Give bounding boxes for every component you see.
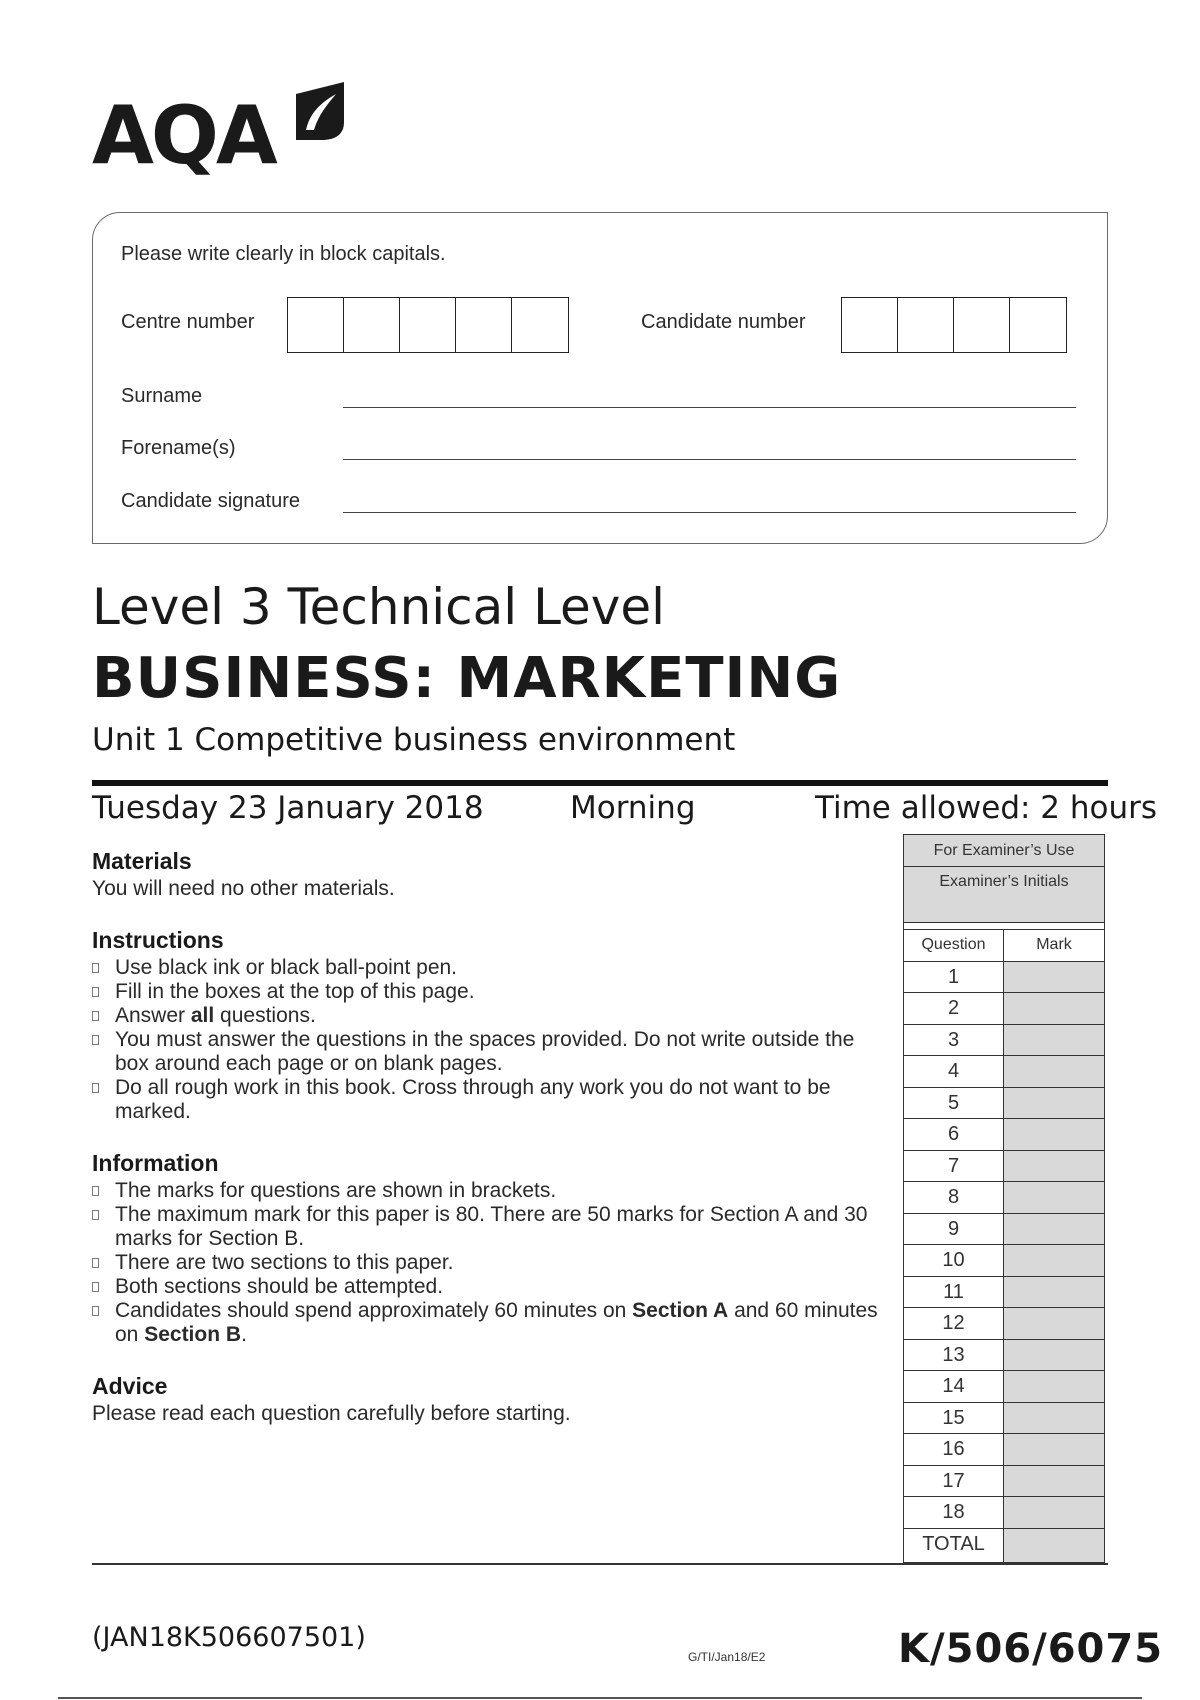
qualification-level: Level 3 Technical Level (92, 578, 666, 636)
bullet-icon (92, 1083, 99, 1093)
question-number: 7 (904, 1151, 1004, 1182)
table-row (904, 1119, 1104, 1151)
candidate-number-box[interactable] (954, 298, 1010, 352)
table-row (904, 1497, 1104, 1529)
rubric-column (92, 848, 892, 1426)
table-row (904, 1214, 1104, 1246)
information-list (92, 1179, 892, 1347)
list-item: Answer all questions. (92, 1004, 892, 1028)
question-number: 5 (904, 1088, 1004, 1119)
aqa-logo (92, 82, 352, 182)
forenames-label: Forename(s) (121, 437, 236, 459)
logo-text: AQA (92, 89, 275, 182)
bullet-icon (92, 1210, 99, 1220)
bullet-icon (92, 1011, 99, 1021)
bullet-icon (92, 963, 99, 973)
surname-label: Surname (121, 385, 203, 407)
candidate-number-box[interactable] (1010, 298, 1066, 352)
bullet-icon (92, 1186, 99, 1196)
document-code: (JAN18K506607501) (92, 1622, 366, 1653)
table-row (904, 1340, 1104, 1372)
mark-cell[interactable] (1004, 993, 1104, 1024)
instructions-heading: Instructions (92, 927, 224, 953)
exam-date: Tuesday 23 January 2018 (92, 790, 484, 826)
centre-number-label: Centre number (121, 311, 255, 333)
bullet-icon (92, 1258, 99, 1268)
table-row (904, 993, 1104, 1025)
question-number: 18 (904, 1497, 1004, 1528)
question-number: 16 (904, 1434, 1004, 1465)
question-number: 15 (904, 1403, 1004, 1434)
surname-line[interactable] (343, 407, 1076, 408)
question-number: 8 (904, 1182, 1004, 1213)
page-bottom-rule (58, 1697, 1142, 1699)
advice-heading: Advice (92, 1373, 168, 1399)
table-row (904, 1434, 1104, 1466)
bullet-icon (92, 1306, 99, 1316)
question-number: 14 (904, 1371, 1004, 1402)
table-row (904, 1088, 1104, 1120)
centre-number-box[interactable] (344, 298, 400, 352)
mark-cell[interactable] (1004, 1119, 1104, 1150)
table-row (904, 1151, 1104, 1183)
list-item: There are two sections to this paper. (92, 1251, 892, 1275)
centre-number-box[interactable] (512, 298, 568, 352)
list-item: Do all rough work in this book. Cross through any work you do not want to be marked. (92, 1076, 892, 1124)
mark-cell[interactable] (1004, 1403, 1104, 1434)
list-item: The maximum mark for this paper is 80. There are 50 marks for Section A and 30 marks for Section B. (92, 1203, 892, 1251)
bullet-icon (92, 987, 99, 997)
mark-cell[interactable] (1004, 1277, 1104, 1308)
materials-heading: Materials (92, 848, 192, 874)
table-row (904, 1277, 1104, 1309)
bullet-icon (92, 1282, 99, 1292)
list-item: You must answer the questions in the spaces provided. Do not write outside the box around each page or on blank pages. (92, 1028, 892, 1076)
list-item: Both sections should be attempted. (92, 1275, 892, 1299)
mark-cell[interactable] (1004, 1182, 1104, 1213)
table-row (904, 1056, 1104, 1088)
mark-cell[interactable] (1004, 1056, 1104, 1087)
candidate-number-box[interactable] (898, 298, 954, 352)
question-number: 2 (904, 993, 1004, 1024)
footer-divider (92, 1563, 1108, 1565)
block-capitals-instruction: Please write clearly in block capitals. (121, 243, 446, 265)
question-number: 1 (904, 962, 1004, 993)
centre-number-boxes[interactable] (287, 297, 569, 353)
table-row (904, 1182, 1104, 1214)
unit-title: Unit 1 Competitive business environment (92, 722, 736, 758)
table-row-total (904, 1529, 1104, 1562)
exam-session: Morning (570, 790, 696, 826)
table-column-headers (904, 930, 1104, 962)
table-row (904, 1403, 1104, 1435)
list-item: Fill in the boxes at the top of this page. (92, 980, 892, 1004)
table-row (904, 1025, 1104, 1057)
question-number: 13 (904, 1340, 1004, 1371)
table-row (904, 962, 1104, 994)
subject-title: BUSINESS: MARKETING (92, 646, 842, 711)
centre-number-box[interactable] (288, 298, 344, 352)
mark-cell[interactable] (1004, 1088, 1104, 1119)
instructions-list (92, 956, 892, 1124)
centre-number-box[interactable] (400, 298, 456, 352)
mark-cell[interactable] (1004, 1151, 1104, 1182)
candidate-number-boxes[interactable] (841, 297, 1067, 353)
question-number: 3 (904, 1025, 1004, 1056)
time-allowed: Time allowed: 2 hours (815, 790, 1158, 826)
mark-cell[interactable] (1004, 1497, 1104, 1528)
total-mark-cell[interactable] (1004, 1529, 1104, 1562)
mark-cell[interactable] (1004, 1340, 1104, 1371)
table-spacer (904, 923, 1104, 930)
examiner-use-table (903, 834, 1105, 1563)
examiner-use-header: For Examiner’s Use (904, 835, 1104, 867)
mark-cell[interactable] (1004, 1214, 1104, 1245)
list-item: Use black ink or black ball-point pen. (92, 956, 892, 980)
question-number: 6 (904, 1119, 1004, 1150)
mark-column-header: Mark (1004, 930, 1104, 961)
information-heading: Information (92, 1150, 219, 1176)
table-row (904, 1371, 1104, 1403)
table-row (904, 1466, 1104, 1498)
mark-cell[interactable] (1004, 1025, 1104, 1056)
list-item: Candidates should spend approximately 60 minutes on Section A and 60 minutes on Section B. (92, 1299, 892, 1347)
mark-cell[interactable] (1004, 1308, 1104, 1339)
bullet-icon (92, 1035, 99, 1045)
candidate-number-box[interactable] (842, 298, 898, 352)
table-row (904, 1245, 1104, 1277)
candidate-details-box (92, 212, 1108, 544)
table-row (904, 1308, 1104, 1340)
paper-reference: K/506/6075 (898, 1626, 1164, 1672)
question-number: 4 (904, 1056, 1004, 1087)
list-item: The marks for questions are shown in brackets. (92, 1179, 892, 1203)
total-label: TOTAL (904, 1529, 1004, 1562)
question-number: 10 (904, 1245, 1004, 1276)
title-divider (92, 780, 1108, 786)
examiner-initials-cell[interactable]: Examiner’s Initials (904, 867, 1104, 923)
signature-label: Candidate signature (121, 490, 301, 512)
mark-cell[interactable] (1004, 1245, 1104, 1276)
mark-cell[interactable] (1004, 1371, 1104, 1402)
advice-text: Please read each question carefully before starting. (92, 1402, 571, 1425)
centre-number-box[interactable] (456, 298, 512, 352)
question-number: 11 (904, 1277, 1004, 1308)
logo-leaf-icon (292, 82, 344, 142)
forenames-line[interactable] (343, 459, 1076, 460)
question-number: 12 (904, 1308, 1004, 1339)
print-code: G/TI/Jan18/E2 (688, 1650, 766, 1664)
question-column-header: Question (904, 930, 1004, 961)
question-number: 17 (904, 1466, 1004, 1497)
mark-cell[interactable] (1004, 962, 1104, 993)
candidate-number-label: Candidate number (641, 311, 806, 333)
materials-text: You will need no other materials. (92, 877, 395, 900)
mark-cell[interactable] (1004, 1434, 1104, 1465)
question-number: 9 (904, 1214, 1004, 1245)
signature-line[interactable] (343, 512, 1076, 513)
mark-cell[interactable] (1004, 1466, 1104, 1497)
